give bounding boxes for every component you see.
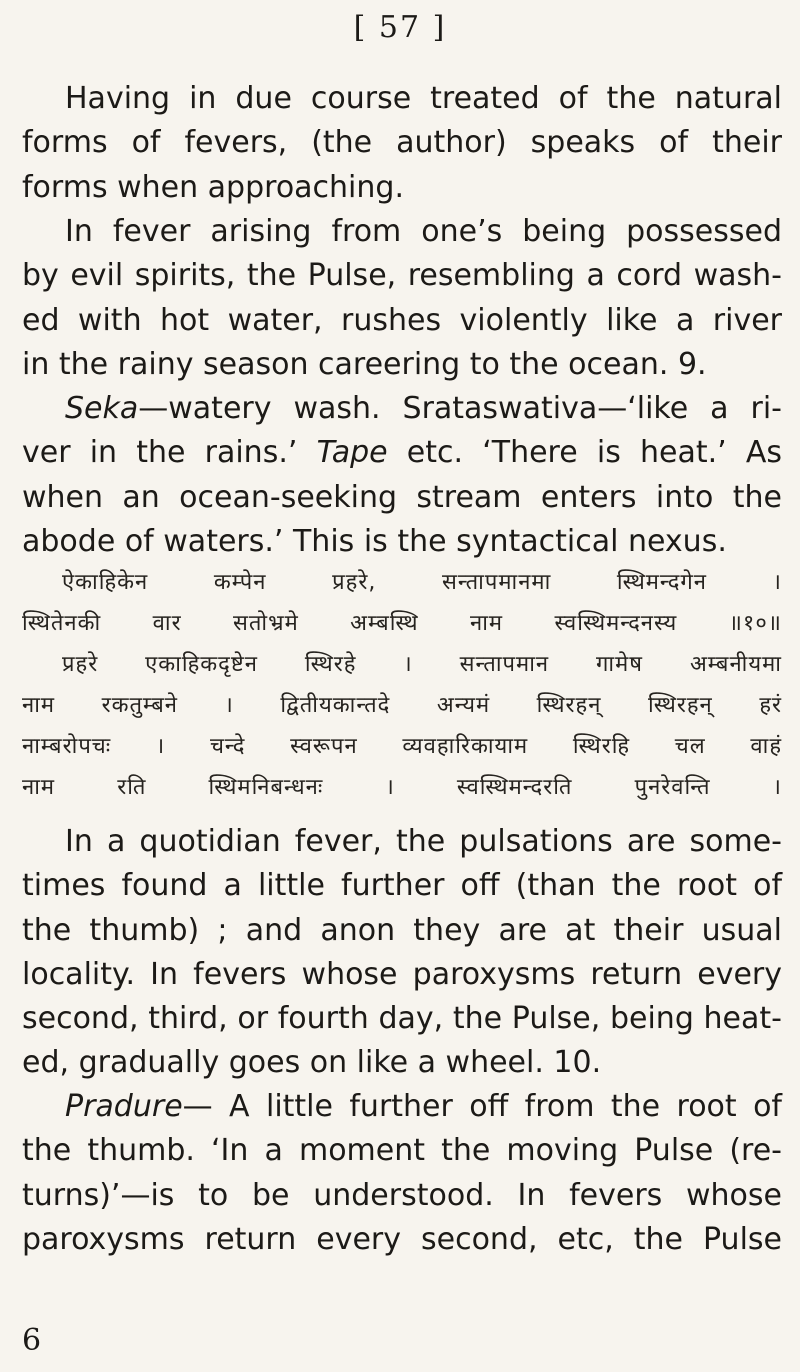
sanskrit-line: स्थितेनकी वार सतोभ्रमे अम्बस्थि नाम स्वस्थिमन्दनस्य ॥१०॥ <box>22 611 782 636</box>
text-line: locality. In fevers whose paroxysms return every <box>22 956 782 992</box>
text-line: in the rainy season careering to the ocean. 9. <box>22 346 707 382</box>
text-line: abode of waters.’ This is the syntactical nexus. <box>22 523 727 559</box>
paragraph-commentary-9 <box>22 387 782 564</box>
text-line: by evil spirits, the Pulse, resembling a cord wash- <box>22 258 782 294</box>
text-fragment: —watery wash. Srataswativa—‘like a ri- <box>138 391 782 426</box>
text-line: In fever arising from one’s being possessed <box>65 214 782 249</box>
text-line <box>22 431 782 475</box>
text-fragment: etc. ‘There is heat.’ As <box>387 435 783 471</box>
sanskrit-line: नाम रति स्थिमनिबन्धनः । स्वस्थिमन्दरति पुनरेवन्ति । <box>22 775 782 800</box>
signature-mark: 6 <box>22 1323 42 1358</box>
paragraph-commentary-10 <box>22 1085 782 1262</box>
text-line <box>22 387 782 431</box>
sanskrit-line: ऐकाहिकेन कम्पेन प्रहरे, सन्तापमानमा स्थिमन्दगेन । <box>62 570 782 595</box>
text-line: the thumb) ; and anon they are at their usual <box>22 912 782 948</box>
page-number: [ 57 ] <box>353 10 447 45</box>
text-line: Having in due course treated of the natural <box>65 81 782 116</box>
text-line: the thumb. ‘In a moment the moving Pulse (re- <box>22 1133 782 1169</box>
term-italic: Seka <box>65 391 139 426</box>
paragraph-verse-9 <box>22 210 782 387</box>
text-line <box>22 1085 782 1129</box>
paragraph-intro <box>22 77 782 210</box>
text-fragment: ver in the rains.’ <box>22 435 317 471</box>
text-line: In a quotidian fever, the pulsations are some- <box>65 824 782 859</box>
text-line: when an ocean-seeking stream enters into the <box>22 479 782 515</box>
text-fragment: — A little further off from the root of <box>182 1089 782 1124</box>
term-italic: Tape <box>316 435 388 471</box>
text-line: ed, gradually goes on like a wheel. 10. <box>22 1045 602 1081</box>
term-italic: Pradure <box>65 1089 183 1124</box>
text-line: second, third, or fourth day, the Pulse, being heat- <box>22 1001 782 1037</box>
text-line: paroxysms return every second, etc, the Pulse <box>22 1221 782 1257</box>
text-line: forms when approaching. <box>22 169 404 205</box>
paragraph-verse-10 <box>22 820 782 1086</box>
text-line: turns)’—is to be understood. In fevers whose <box>22 1177 782 1213</box>
sanskrit-line: नाम रकतुम्बने । द्वितीयकान्तदे अन्यमं स्थिरहन् स्थिरहन् हरं <box>22 693 782 718</box>
text-line: forms of fevers, (the author) speaks of their <box>22 125 782 161</box>
sanskrit-line: प्रहरे एकाहिकदृष्टेन स्थिरहे । सन्तापमान गामेष अम्बनीयमा <box>62 652 782 677</box>
text-line: times found a little further off (than the root of <box>22 868 782 904</box>
sanskrit-verse-block <box>22 562 782 808</box>
text-line: ed with hot water, rushes violently like a river <box>22 302 782 338</box>
sanskrit-line: नाम्बरोपचः । चन्दे स्वरूपन व्यवहारिकायाम स्थिरहि चल वाहं <box>22 734 782 759</box>
